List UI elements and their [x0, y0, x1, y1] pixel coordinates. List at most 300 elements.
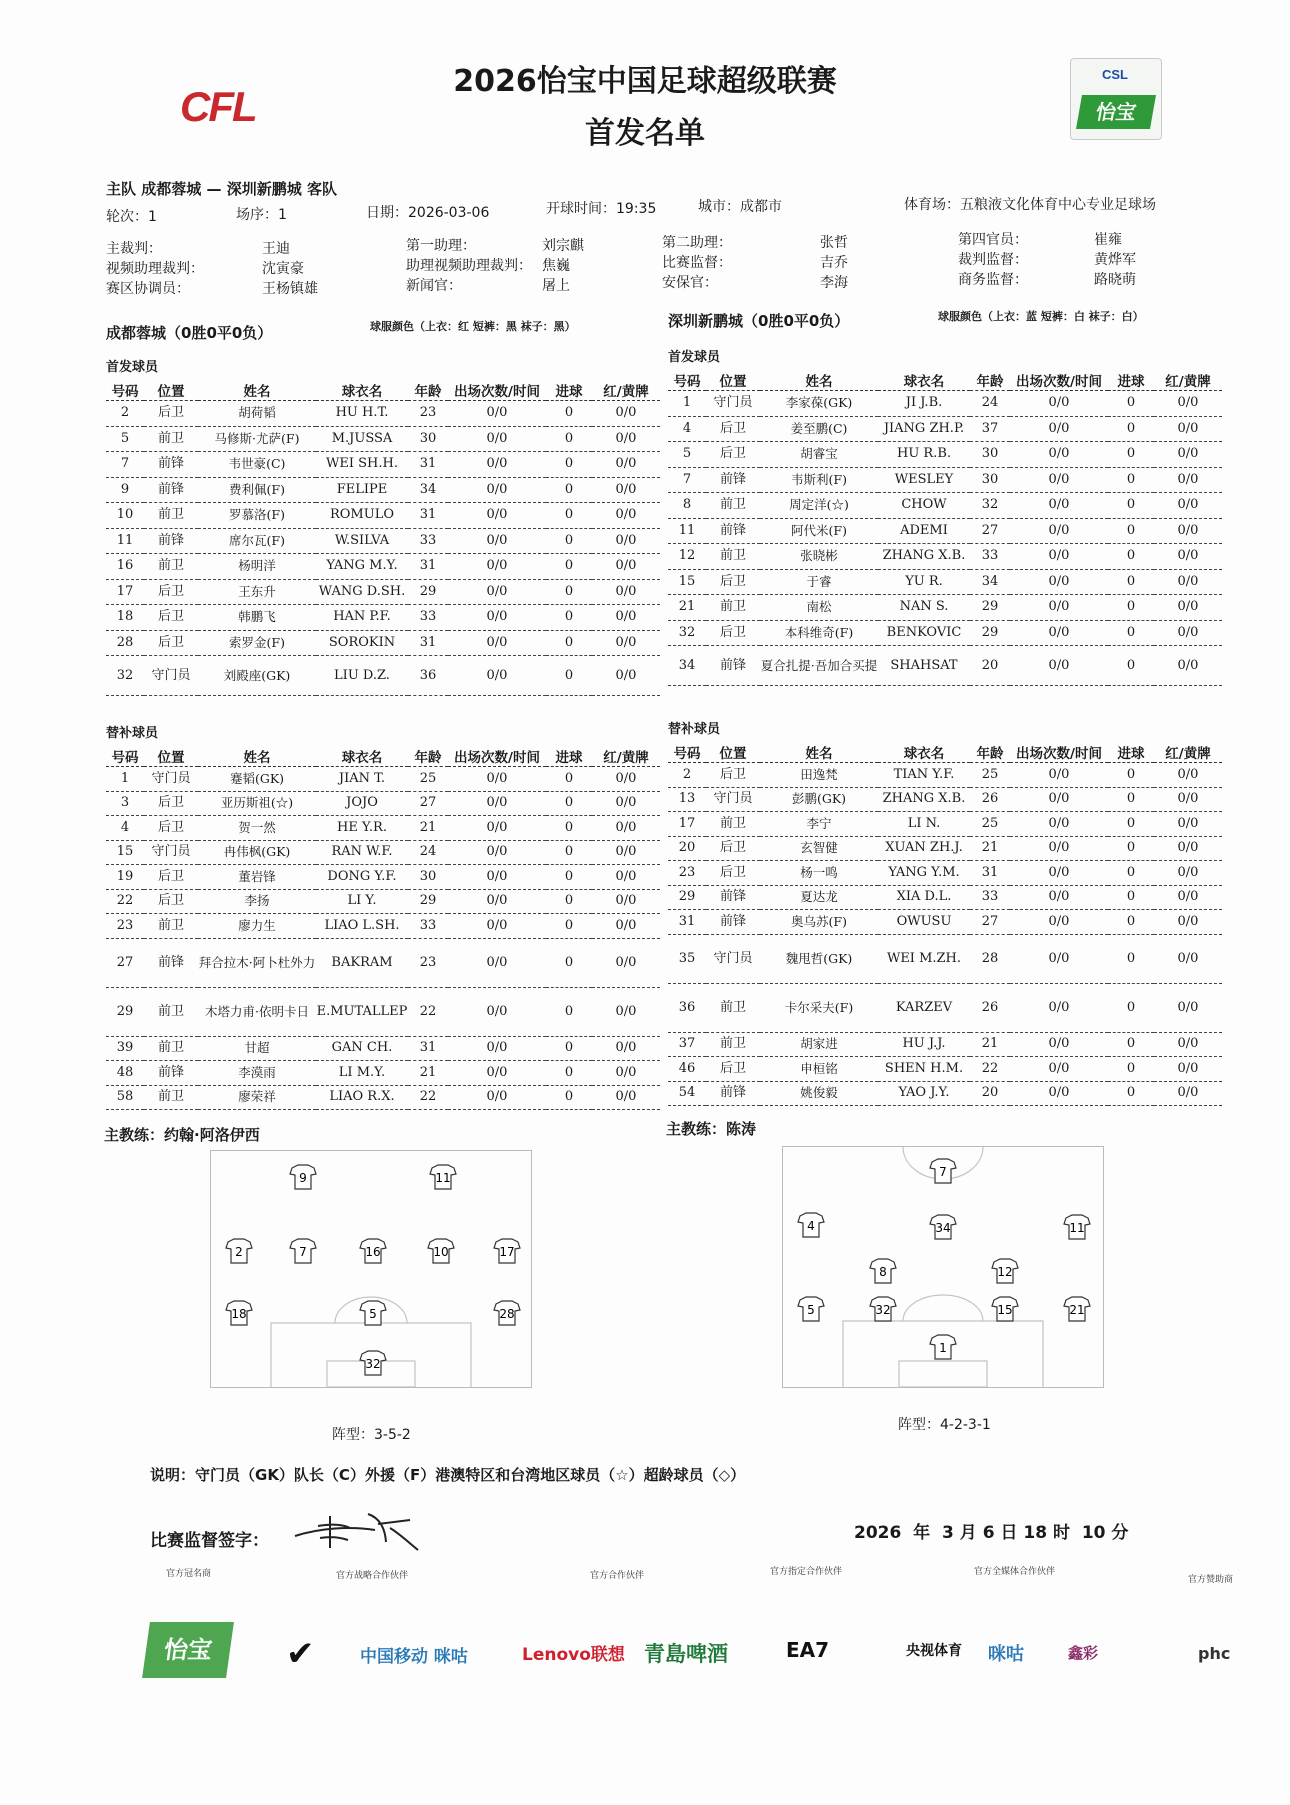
player-cell: 后卫: [144, 865, 198, 890]
player-shirt-icon: [430, 1165, 456, 1189]
shirt-number: 2: [235, 1245, 243, 1259]
player-cell: 0/0: [1154, 416, 1222, 442]
sponsor-nike-logo: ✔: [286, 1634, 315, 1674]
column-header: 位置: [706, 370, 760, 391]
player-shirt-icon: [992, 1297, 1018, 1321]
player-cell: 0: [546, 840, 592, 865]
player-cell: 0: [546, 528, 592, 554]
player-cell: 0/0: [592, 767, 660, 792]
player-cell: 0/0: [448, 426, 546, 452]
player-cell: WESLEY: [878, 467, 970, 493]
player-cell: 0/0: [1154, 544, 1222, 570]
sponsor-cctv-logo: 央视体育: [906, 1643, 962, 1659]
player-cell: 0: [546, 401, 592, 427]
player-cell: 0/0: [592, 579, 660, 605]
player-cell: 后卫: [144, 630, 198, 656]
player-cell: 25: [970, 812, 1010, 837]
player-cell: 0/0: [448, 579, 546, 605]
column-header: 球衣名: [316, 746, 408, 767]
player-cell: HE Y.R.: [316, 816, 408, 841]
player-row: [106, 865, 660, 890]
player-shirt-icon: [290, 1165, 316, 1189]
player-cell: 0/0: [1010, 983, 1108, 1032]
player-cell: 0: [546, 656, 592, 696]
player-cell: 0: [1108, 391, 1154, 417]
official-role-label: 新闻官：: [406, 278, 462, 294]
page-title: 2026怡宝中国足球超级联赛: [453, 64, 837, 99]
cfl-logo: CFL: [180, 83, 256, 130]
player-cell: 0/0: [448, 1061, 546, 1086]
player-cell: 0/0: [448, 401, 546, 427]
player-cell: 本科维奇(F): [760, 620, 878, 646]
player-shirt-icon: [1064, 1297, 1090, 1321]
column-header: 位置: [706, 742, 760, 763]
table-header-row: [106, 746, 660, 767]
player-cell: 0: [546, 987, 592, 1036]
official-role-label: 安保官：: [662, 275, 718, 291]
player-cell: 0/0: [1010, 1081, 1108, 1106]
player-cell: 0/0: [1154, 595, 1222, 621]
column-header: 号码: [668, 370, 706, 391]
player-cell: 0/0: [592, 401, 660, 427]
player-cell: 前锋: [144, 477, 198, 503]
player-cell: 0: [1108, 569, 1154, 595]
player-cell: 0: [1108, 812, 1154, 837]
column-header: 进球: [546, 380, 592, 401]
player-cell: 罗慕洛(F): [198, 503, 316, 529]
player-cell: 0/0: [448, 865, 546, 890]
player-cell: 23: [408, 401, 448, 427]
player-cell: LI N.: [878, 812, 970, 837]
player-cell: 0/0: [1154, 646, 1222, 686]
player-cell: 48: [106, 1061, 144, 1086]
player-row: [668, 442, 1222, 468]
player-cell: YANG M.Y.: [316, 554, 408, 580]
player-cell: 0/0: [448, 452, 546, 478]
player-cell: 后卫: [706, 861, 760, 886]
column-header: 出场次数/时间: [1010, 742, 1108, 763]
player-cell: 21: [408, 1061, 448, 1086]
player-cell: 姜至鹏(C): [760, 416, 878, 442]
player-cell: 0/0: [1154, 763, 1222, 788]
player-cell: 1: [106, 767, 144, 792]
column-header: 姓名: [198, 380, 316, 401]
player-shirt-icon: [992, 1259, 1018, 1283]
player-row: [668, 934, 1222, 983]
column-header: 号码: [106, 746, 144, 767]
away-formation-pitch: [782, 1146, 1104, 1388]
player-cell: 19: [106, 865, 144, 890]
player-cell: 37: [668, 1032, 706, 1057]
column-header: 号码: [668, 742, 706, 763]
column-header: 出场次数/时间: [448, 380, 546, 401]
player-cell: 0: [1108, 836, 1154, 861]
player-row: [106, 528, 660, 554]
player-cell: 南松: [760, 595, 878, 621]
shirt-number: 7: [939, 1165, 947, 1179]
player-cell: 0/0: [448, 987, 546, 1036]
player-cell: 29: [106, 987, 144, 1036]
shirt-number: 11: [1069, 1221, 1085, 1235]
player-cell: 2: [106, 401, 144, 427]
player-row: [106, 401, 660, 427]
player-cell: 0/0: [448, 914, 546, 939]
player-shirt-icon: [494, 1301, 520, 1325]
player-cell: 0: [546, 477, 592, 503]
player-cell: 10: [106, 503, 144, 529]
player-cell: 0: [1108, 1081, 1154, 1106]
player-cell: 0/0: [592, 840, 660, 865]
player-cell: 甘超: [198, 1036, 316, 1061]
player-cell: 35: [668, 934, 706, 983]
column-header: 进球: [1108, 370, 1154, 391]
player-cell: 0/0: [1154, 391, 1222, 417]
player-cell: 玄智健: [760, 836, 878, 861]
player-cell: 于睿: [760, 569, 878, 595]
player-cell: JIANG ZH.P.: [878, 416, 970, 442]
player-cell: 0/0: [1154, 1081, 1222, 1106]
player-cell: 0/0: [1154, 442, 1222, 468]
sponsor-label-partner: 官方合作伙伴: [590, 1571, 645, 1581]
player-row: [668, 885, 1222, 910]
player-cell: WEI M.ZH.: [878, 934, 970, 983]
official-name: 屠上: [542, 278, 570, 294]
match-no-info: 场序：1: [236, 207, 287, 223]
away-starters-label: 首发球员: [668, 350, 721, 365]
player-cell: 前卫: [706, 595, 760, 621]
player-cell: 3: [106, 791, 144, 816]
player-cell: 0/0: [448, 938, 546, 987]
official-name: 王杨镇雄: [262, 281, 318, 297]
player-cell: 0: [546, 503, 592, 529]
player-cell: 后卫: [144, 605, 198, 631]
player-cell: 守门员: [706, 787, 760, 812]
player-cell: 0/0: [1010, 391, 1108, 417]
player-cell: WEI SH.H.: [316, 452, 408, 478]
player-cell: 前卫: [706, 812, 760, 837]
player-cell: 0/0: [1154, 885, 1222, 910]
player-cell: 0: [546, 767, 592, 792]
player-cell: 16: [106, 554, 144, 580]
player-row: [668, 1057, 1222, 1082]
player-row: [106, 1036, 660, 1061]
player-row: [668, 861, 1222, 886]
official-name: 沈寅豪: [262, 261, 304, 277]
player-cell: 0: [1108, 763, 1154, 788]
player-row: [668, 812, 1222, 837]
player-shirt-icon: [870, 1259, 896, 1283]
player-cell: 5: [106, 426, 144, 452]
player-cell: 申桓铭: [760, 1057, 878, 1082]
away-subs-table: [668, 742, 1222, 1106]
official-role-label: 第四官员：: [958, 232, 1028, 248]
player-cell: 0/0: [1010, 763, 1108, 788]
legend-note: 说明：守门员（GK）队长（C）外援（F）港澳特区和台湾地区球员（☆）超龄球员（◇）: [150, 1466, 746, 1484]
player-cell: 0/0: [448, 889, 546, 914]
player-cell: OWUSU: [878, 910, 970, 935]
player-cell: 31: [408, 554, 448, 580]
player-cell: 拜合拉木·阿卜杜外力: [198, 938, 316, 987]
player-cell: 0/0: [448, 630, 546, 656]
player-cell: 前卫: [144, 503, 198, 529]
player-cell: 33: [408, 528, 448, 554]
column-header: 进球: [1108, 742, 1154, 763]
player-row: [668, 569, 1222, 595]
home-starters-label: 首发球员: [106, 360, 159, 375]
player-row: [106, 1085, 660, 1110]
player-row: [668, 646, 1222, 686]
player-cell: 魏甩哲(GK): [760, 934, 878, 983]
table-header-row: [668, 370, 1222, 391]
player-cell: 0/0: [1010, 620, 1108, 646]
player-cell: 25: [970, 763, 1010, 788]
player-cell: 费利佩(F): [198, 477, 316, 503]
player-cell: 0/0: [448, 840, 546, 865]
player-cell: 后卫: [144, 401, 198, 427]
player-cell: ZHANG X.B.: [878, 544, 970, 570]
column-header: 年龄: [970, 742, 1010, 763]
sponsor-xincai-logo: 鑫彩: [1068, 1644, 1099, 1662]
player-cell: 0: [1108, 1032, 1154, 1057]
teams-line: 主队 成都蓉城 — 深圳新鹏城 客队: [106, 180, 337, 198]
player-cell: 20: [970, 1081, 1010, 1106]
sponsor-label-media: 官方全媒体合作伙伴: [974, 1567, 1056, 1577]
player-cell: 11: [668, 518, 706, 544]
player-cell: 0: [546, 452, 592, 478]
player-row: [106, 791, 660, 816]
player-cell: ROMULO: [316, 503, 408, 529]
player-cell: 0: [546, 889, 592, 914]
player-cell: 27: [106, 938, 144, 987]
shirt-number: 7: [299, 1245, 307, 1259]
player-cell: 李扬: [198, 889, 316, 914]
player-cell: 0/0: [592, 656, 660, 696]
player-cell: 33: [970, 544, 1010, 570]
player-cell: 0/0: [448, 477, 546, 503]
player-cell: 22: [106, 889, 144, 914]
csl-logo-sponsor: 怡宝: [1076, 95, 1156, 129]
official-role-label: 助理视频助理裁判：: [406, 258, 532, 274]
player-cell: 0/0: [1010, 442, 1108, 468]
column-header: 位置: [144, 746, 198, 767]
kickoff-info: 开球时间：19:35: [546, 201, 657, 217]
player-row: [106, 987, 660, 1036]
official-name: 张哲: [820, 235, 848, 251]
column-header: 红/黄牌: [1154, 742, 1222, 763]
player-cell: HU J.J.: [878, 1032, 970, 1057]
player-cell: 0: [1108, 646, 1154, 686]
player-shirt-icon: [226, 1239, 252, 1263]
player-cell: XUAN ZH.J.: [878, 836, 970, 861]
player-cell: 杨明洋: [198, 554, 316, 580]
home-team-title: 成都蓉城（0胜0平0负）: [106, 324, 273, 342]
player-cell: 0/0: [448, 1036, 546, 1061]
player-shirt-icon: [798, 1213, 824, 1237]
player-cell: 守门员: [144, 767, 198, 792]
page-subtitle: 首发名单: [585, 116, 705, 151]
table-header-row: [668, 742, 1222, 763]
player-cell: 0: [546, 605, 592, 631]
player-cell: 0/0: [1010, 1057, 1108, 1082]
player-cell: 0/0: [1010, 787, 1108, 812]
player-cell: 阿代米(F): [760, 518, 878, 544]
player-cell: 后卫: [706, 836, 760, 861]
player-cell: 刘殿座(GK): [198, 656, 316, 696]
player-cell: 0: [1108, 595, 1154, 621]
player-cell: 8: [668, 493, 706, 519]
player-cell: 索罗金(F): [198, 630, 316, 656]
player-shirt-icon: [930, 1335, 956, 1359]
player-cell: 5: [668, 442, 706, 468]
player-cell: 58: [106, 1085, 144, 1110]
player-cell: 0/0: [1010, 812, 1108, 837]
player-cell: 9: [106, 477, 144, 503]
player-cell: 0/0: [448, 1085, 546, 1110]
player-cell: 0/0: [1010, 518, 1108, 544]
sponsor-lenovo-logo: Lenovo联想: [522, 1645, 625, 1665]
player-shirt-icon: [360, 1351, 386, 1375]
player-cell: 0/0: [1010, 836, 1108, 861]
player-row: [106, 889, 660, 914]
player-cell: 0/0: [1010, 910, 1108, 935]
player-cell: 0/0: [1154, 861, 1222, 886]
player-cell: 0/0: [1010, 467, 1108, 493]
player-row: [668, 595, 1222, 621]
home-kit-colors: 球服颜色（上衣：红 短裤：黑 袜子：黑）: [370, 320, 576, 333]
official-role-label: 第一助理：: [406, 238, 476, 254]
player-cell: 0: [1108, 518, 1154, 544]
player-cell: 前锋: [144, 528, 198, 554]
player-cell: 29: [970, 595, 1010, 621]
player-cell: 20: [970, 646, 1010, 686]
player-cell: 韩鹏飞: [198, 605, 316, 631]
player-cell: 12: [668, 544, 706, 570]
player-cell: 21: [668, 595, 706, 621]
player-cell: 韦世豪(C): [198, 452, 316, 478]
official-role-label: 视频助理裁判：: [106, 261, 204, 277]
player-cell: 23: [106, 914, 144, 939]
shirt-number: 12: [997, 1265, 1013, 1279]
player-cell: ZHANG X.B.: [878, 787, 970, 812]
player-cell: 夏合扎提·吾加合买提: [760, 646, 878, 686]
player-cell: 0: [546, 938, 592, 987]
player-cell: 胡睿宝: [760, 442, 878, 468]
home-formation-pitch: [210, 1150, 532, 1388]
player-cell: SHAHSAT: [878, 646, 970, 686]
player-cell: 0/0: [592, 528, 660, 554]
official-role-label: 裁判监督：: [958, 252, 1028, 268]
player-cell: 31: [970, 861, 1010, 886]
home-starters-table: [106, 380, 660, 696]
away-team-title: 深圳新鹏城（0胜0平0负）: [668, 312, 850, 330]
player-cell: 后卫: [706, 763, 760, 788]
player-cell: 前卫: [706, 493, 760, 519]
player-cell: 胡荷韬: [198, 401, 316, 427]
player-row: [668, 1081, 1222, 1106]
player-cell: 0/0: [448, 791, 546, 816]
player-cell: 奥乌苏(F): [760, 910, 878, 935]
player-cell: 17: [106, 579, 144, 605]
away-subs-label: 替补球员: [668, 722, 721, 737]
player-shirt-icon: [226, 1301, 252, 1325]
player-cell: 后卫: [144, 579, 198, 605]
player-cell: 后卫: [706, 1057, 760, 1082]
csl-logo-text: CSL: [1102, 67, 1128, 82]
player-cell: 27: [970, 518, 1010, 544]
player-row: [106, 630, 660, 656]
player-cell: SOROKIN: [316, 630, 408, 656]
player-row: [106, 938, 660, 987]
player-cell: YAO J.Y.: [878, 1081, 970, 1106]
player-cell: 0/0: [592, 1085, 660, 1110]
player-cell: 0/0: [1154, 493, 1222, 519]
column-header: 位置: [144, 380, 198, 401]
player-cell: 0: [1108, 467, 1154, 493]
player-cell: 31: [408, 503, 448, 529]
player-row: [668, 1032, 1222, 1057]
player-row: [106, 477, 660, 503]
player-cell: 54: [668, 1081, 706, 1106]
player-cell: 0/0: [1010, 544, 1108, 570]
player-cell: 0: [546, 791, 592, 816]
player-cell: 22: [408, 987, 448, 1036]
player-row: [106, 767, 660, 792]
player-cell: 0: [1108, 910, 1154, 935]
player-cell: 24: [408, 840, 448, 865]
column-header: 红/黄牌: [1154, 370, 1222, 391]
player-cell: 前卫: [706, 983, 760, 1032]
player-cell: 后卫: [706, 416, 760, 442]
player-cell: 0/0: [592, 477, 660, 503]
column-header: 年龄: [408, 746, 448, 767]
player-cell: 0/0: [1010, 569, 1108, 595]
signature-label: 比赛监督签字：: [150, 1531, 269, 1551]
player-row: [106, 605, 660, 631]
shirt-number: 32: [365, 1357, 381, 1371]
player-cell: 29: [668, 885, 706, 910]
player-cell: ADEMI: [878, 518, 970, 544]
column-header: 年龄: [408, 380, 448, 401]
player-cell: 33: [408, 914, 448, 939]
player-cell: 廖荣祥: [198, 1085, 316, 1110]
official-name: 焦巍: [542, 258, 570, 274]
player-cell: LIU D.Z.: [316, 656, 408, 696]
player-cell: 0/0: [1154, 1032, 1222, 1057]
sponsor-label-designated: 官方指定合作伙伴: [770, 1567, 843, 1577]
player-cell: 15: [668, 569, 706, 595]
player-cell: 0: [1108, 493, 1154, 519]
player-cell: 21: [408, 816, 448, 841]
player-row: [106, 503, 660, 529]
player-cell: 0/0: [1010, 934, 1108, 983]
sponsor-phc-logo: phc: [1198, 1644, 1231, 1663]
player-cell: 21: [970, 1032, 1010, 1057]
table-header-row: [106, 380, 660, 401]
player-cell: 木塔力甫·依明卡日: [198, 987, 316, 1036]
player-cell: 田逸梵: [760, 763, 878, 788]
player-cell: 0/0: [592, 503, 660, 529]
player-cell: 前卫: [144, 554, 198, 580]
player-cell: 0/0: [448, 767, 546, 792]
player-cell: 2: [668, 763, 706, 788]
player-cell: 0/0: [592, 1061, 660, 1086]
player-cell: 0/0: [592, 938, 660, 987]
official-name: 王迪: [262, 241, 290, 257]
player-cell: 0: [1108, 983, 1154, 1032]
player-cell: 7: [106, 452, 144, 478]
sponsor-migu2-logo: 咪咕: [988, 1644, 1024, 1665]
away-kit-colors: 球服颜色（上衣：蓝 短裤：白 袜子：白）: [938, 310, 1144, 323]
